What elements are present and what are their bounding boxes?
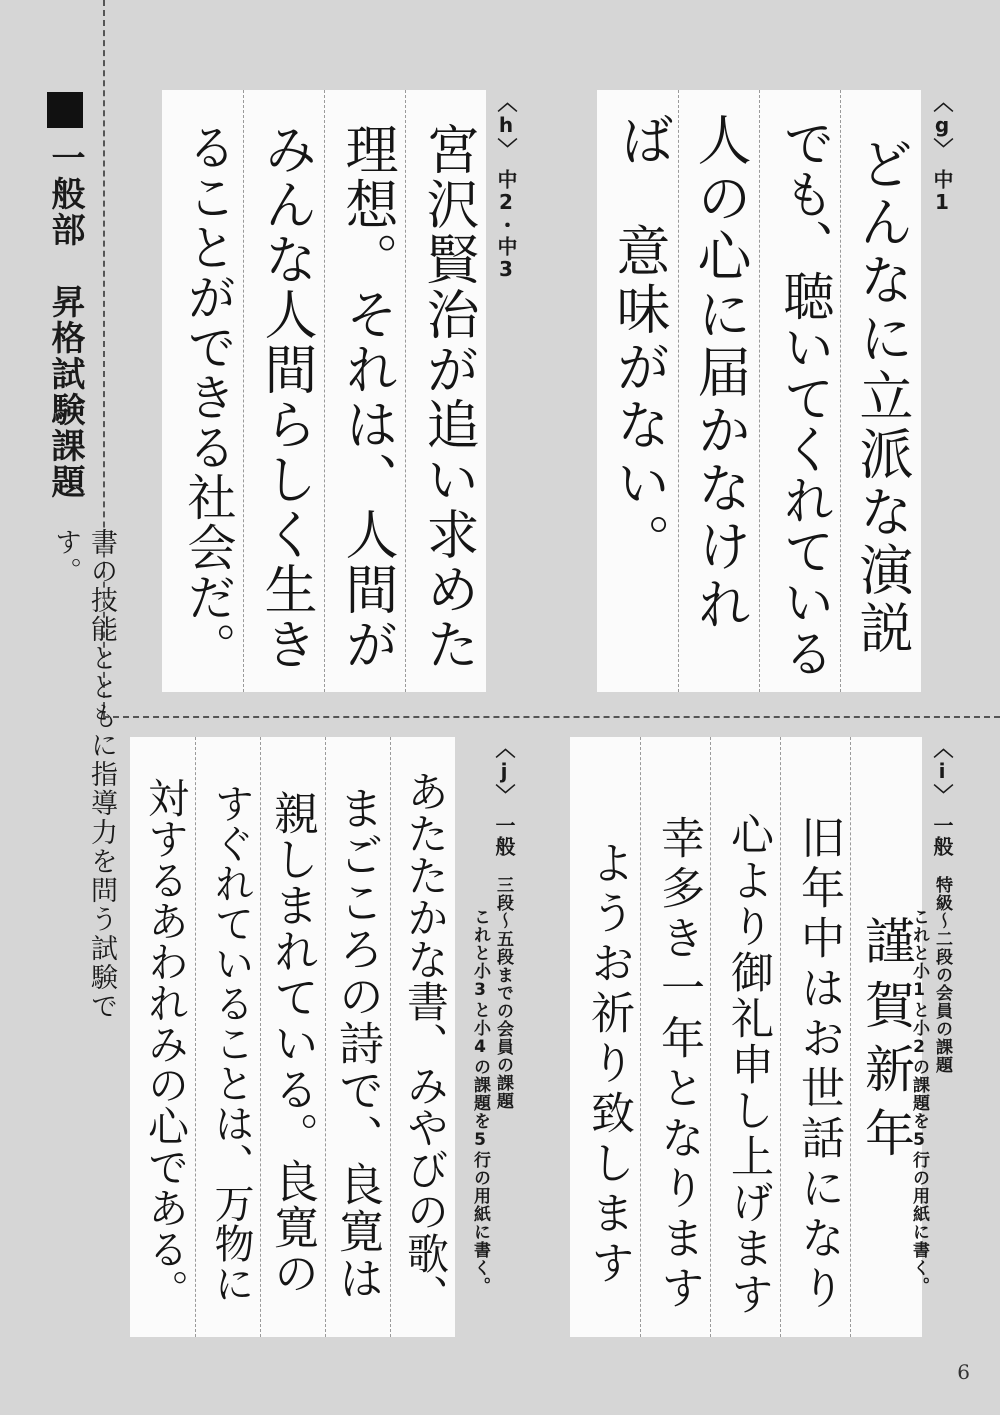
panel-i-line-1: 謹賀新年 (857, 915, 915, 1171)
panel-j-caption (491, 738, 517, 868)
page-number: 6 (957, 1360, 970, 1384)
panel-j-line-5: 対するあわれみの心である。 (141, 776, 189, 1310)
panel-g-level: 中1 (930, 169, 954, 215)
panel-i-paper (570, 737, 922, 1337)
panel-i-note-1: 特級～二段の会員の課題 (932, 876, 952, 1074)
panel-h-caption (493, 92, 519, 312)
section-title: 一般部 昇格試験課題 (45, 140, 85, 500)
panel-g-line-2: でも、聴いてくれている (774, 116, 833, 678)
panel-i-level: 一般 (930, 815, 954, 857)
panel-j-line-2: まごころの詩で、良寛は (331, 784, 384, 1302)
panel-h-line-3: みんな人間らしく生き (256, 122, 317, 672)
panel-j-line-1: あたたかな書、みやびの歌、 (401, 770, 450, 1316)
panel-i-line-2: 旧年中はお世話になり (793, 815, 844, 1315)
section-square-marker (47, 92, 83, 128)
panel-g-line-3: 人の心に届かなければ (612, 112, 752, 634)
panel-h-level: 中2・中3 (494, 169, 518, 282)
panel-h-line-4: ることができる社会だ。 (180, 122, 237, 672)
panel-i-caption (929, 738, 955, 868)
panel-j-line-4: すぐれていることは、万物に (208, 783, 254, 1303)
panel-g-line-1: どんなに立派な演説 (851, 136, 914, 658)
panel-i-line-4: 幸多き一年となります (653, 815, 704, 1315)
panel-h-line-2: 理想。それは、人間が (337, 122, 398, 672)
panel-i-note-2: これと小1と小2の課題を5行の用紙に書く。 (909, 908, 929, 1295)
panel-i-line-5: ようお祈り致します (583, 840, 634, 1290)
panel-g-paper (597, 90, 921, 692)
panel-i-label: 〈i〉 (930, 738, 954, 805)
panel-h-paper (162, 90, 486, 692)
panel-g-label: 〈g〉 (930, 92, 954, 159)
panel-h-line-1: 宮沢賢治が追い求めた (418, 122, 479, 672)
panel-j-paper (130, 737, 455, 1337)
panel-j-note-2: これと小3と小4の課題を5行の用紙に書く。 (470, 908, 490, 1295)
panel-j-level: 一般 (492, 815, 516, 857)
panel-j-label: 〈j〉 (492, 738, 516, 805)
panel-j-note-1: 三段～五段までの会員の課題 (493, 876, 513, 1110)
panel-g-line-4: 意味がない。 (608, 223, 671, 571)
section-subtitle: 書の技能とともに指導力を問う試験です。 (50, 528, 117, 1021)
fold-guide-horizontal (103, 716, 1000, 718)
panel-j-line-3: 親しまれている。良寛の (266, 790, 319, 1296)
panel-h-label: 〈h〉 (494, 92, 518, 159)
panel-g-caption (929, 92, 955, 222)
panel-i-line-3: 心より御礼申し上げます (724, 812, 774, 1318)
